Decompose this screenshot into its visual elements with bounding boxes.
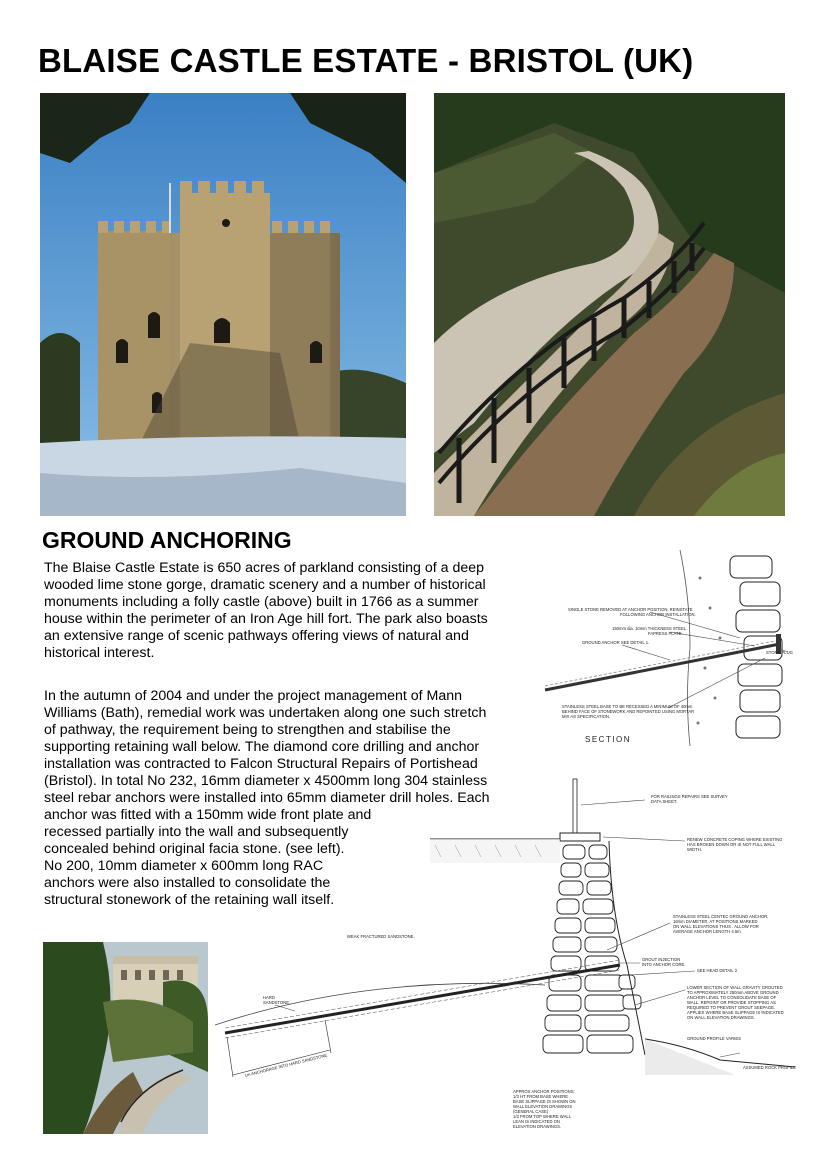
diagram-label: TO APPROXIMATELY 250mm ABOVE GROUND xyxy=(687,990,779,995)
section-caption: SECTION xyxy=(585,735,632,744)
paragraph-line: anchor was fitted with a 150mm wide front plate and xyxy=(44,807,372,823)
paragraph-line: concealed behind original facia stone. (see left). xyxy=(44,841,345,857)
paragraph-line: an extensive range of scenic pathways offering views of natural and xyxy=(44,628,469,644)
diagram-label: FOLLOWING ANCHOR INSTALLATION. xyxy=(620,612,696,617)
diagram-label: 1/3 HT FROM BASE WHERE xyxy=(513,1094,569,1099)
paragraph-line: historical interest. xyxy=(44,645,155,661)
diagram-label: APPLIES WHERE BASE SLIPPAGE IS INDICATED xyxy=(687,1010,784,1015)
diagram-label: AVERAGE ANCHOR LENGTH 4.5m. xyxy=(673,929,742,934)
diagram-label: INTO ANCHOR CORE. xyxy=(642,962,686,967)
paragraph-line: structural stonework of the retaining wall itself. xyxy=(44,892,335,908)
diagram-label: WEAK FRACTURED SANDSTONE. xyxy=(347,934,415,939)
diagram-label: HAS BROKEN DOWN OR IS NOT FULL WALL xyxy=(687,842,776,847)
paragraph-line: installation was contracted to Falcon Structural Repairs of Portishead xyxy=(44,756,478,772)
paragraph-line: No 200, 10mm diameter x 600mm long RAC xyxy=(44,858,324,874)
diagram-label: GROUND ANCHOR SEE DETAIL 1. xyxy=(582,640,650,645)
diagram-label: ON WALL ELEVATION DRAWINGS. xyxy=(687,1015,755,1020)
paragraph-line: In the autumn of 2004 and under the project management of Mann xyxy=(44,688,463,704)
intro-paragraph xyxy=(44,560,488,662)
castle-photo xyxy=(40,93,406,516)
diagram-label: FAPRESS PLATE. xyxy=(648,631,683,636)
pathway-photo xyxy=(434,93,785,516)
paragraph-line: The Blaise Castle Estate is 650 acres of parkland consisting of a deep xyxy=(44,560,485,576)
diagram-label: REQUIRED TO PREVENT GROUT SEEPAGE. xyxy=(687,1005,776,1010)
diagram-label: ANCHOR LEVEL TO CONSOLIDATE BASE OF xyxy=(687,995,777,1000)
retaining-wall-diagram xyxy=(215,775,815,1135)
page-title: BLAISE CASTLE ESTATE - BRISTOL (UK) xyxy=(38,42,694,79)
diagram-label: ASSUMED ROCK PROFILE xyxy=(743,1065,797,1070)
diagram-label: BEHIND FACE OF STONEWORK AND REPOINTED USING MORTAR xyxy=(562,709,695,714)
diagram-label: ELEVATION DRAWINGS. xyxy=(513,1124,562,1129)
paragraph-line: anchors were also installed to consolidate the xyxy=(44,875,331,891)
paragraph-line: steel rebar anchors were installed into 65mm diameter drill holes. Each xyxy=(44,790,490,806)
diagram-label: (GENERAL CASE) xyxy=(513,1109,549,1114)
diagram-label: MIX AS SPECIFICATION. xyxy=(562,714,611,719)
diagram-label: HARD xyxy=(263,995,275,1000)
diagram-label: 16mm DIAMETER, AT POSITIONS MARKED xyxy=(673,919,758,924)
diagram-label: 150mm dia. 10mm THICKNESS STEEL xyxy=(612,626,687,631)
diagram-label: DATA SHEET. xyxy=(651,799,678,804)
diagram-label: STAINLESS STEEL CENTEC GROUND ANCHOR, xyxy=(673,914,769,919)
diagram-label: RENEW CONCRETE COPING WHERE EXISTING xyxy=(687,837,783,842)
paragraph-line: house within the perimeter of an Iron Age hill fort. The park also boasts xyxy=(44,611,488,627)
diagram-label: 1m ANCHORAGE INTO HARD SANDSTONE xyxy=(244,1052,328,1078)
diagram-label: STAINLESS STEEL BASE TO BE RECESSED A MINIMUM OF 40mm xyxy=(562,704,693,709)
diagram-label: BASE SLIPPAGE IS SHOWN ON xyxy=(513,1099,576,1104)
diagram-label: SANDSTONE. xyxy=(263,1000,291,1005)
section-heading: GROUND ANCHORING xyxy=(42,527,292,553)
diagram-label: WALL. REPOINT OR PROVIDE STOPPING AS xyxy=(687,1000,776,1005)
diagram-label: LEAN IS INDICATED ON xyxy=(513,1119,560,1124)
diagram-label: APPROX ANCHOR POSITIONS: xyxy=(513,1089,575,1094)
diagram-label: WALL ELEVATION DRAWINGS xyxy=(513,1104,573,1109)
paragraph-line: monuments including a folly castle (above) built in 1766 as a summer xyxy=(44,594,479,610)
paragraph-line: of pathway, the requirement being to strengthen and stabilise the xyxy=(44,722,451,738)
diagram-label: 1/3 FROM TOP WHERE WALL xyxy=(513,1114,572,1119)
diagram-label: STONE PLUG xyxy=(766,650,793,655)
diagram-label: WIDTH. xyxy=(687,847,702,852)
paragraph-line: supporting retaining wall below. The diamond core drilling and anchor xyxy=(44,739,480,755)
diagram-label: GROUND PROFILE VARIES xyxy=(687,1036,741,1041)
paragraph-line: recessed partially into the wall and subsequently xyxy=(44,824,349,840)
paragraph-line: (Bristol). In total No 232, 16mm diameter x 4500mm long 304 stainless xyxy=(44,773,488,789)
diagram-label: LOWER SECTION OF WALL GRAVITY GROUTED xyxy=(687,985,783,990)
diagram-label: GROUT INJECTION xyxy=(642,957,681,962)
diagram-label: FOR RAILINGS REPAIRS SEE SURVEY xyxy=(651,794,728,799)
estate-house-photo xyxy=(43,942,208,1134)
diagram-label: SEE HEAD DETAIL 2 xyxy=(697,968,738,973)
paragraph-line: Williams (Bath), remedial work was undertaken along one such stretch xyxy=(44,705,487,721)
anchor-section-diagram xyxy=(540,548,800,748)
diagram-label: ON WALL ELEVATIONS THUS . ALLOW FOR xyxy=(673,924,759,929)
diagram-label: SINGLE STONE REMOVED AT ANCHOR POSITION, REINSTATE xyxy=(568,607,693,612)
paragraph-line: wooded lime stone gorge, dramatic scenery and a number of historical xyxy=(44,577,486,593)
